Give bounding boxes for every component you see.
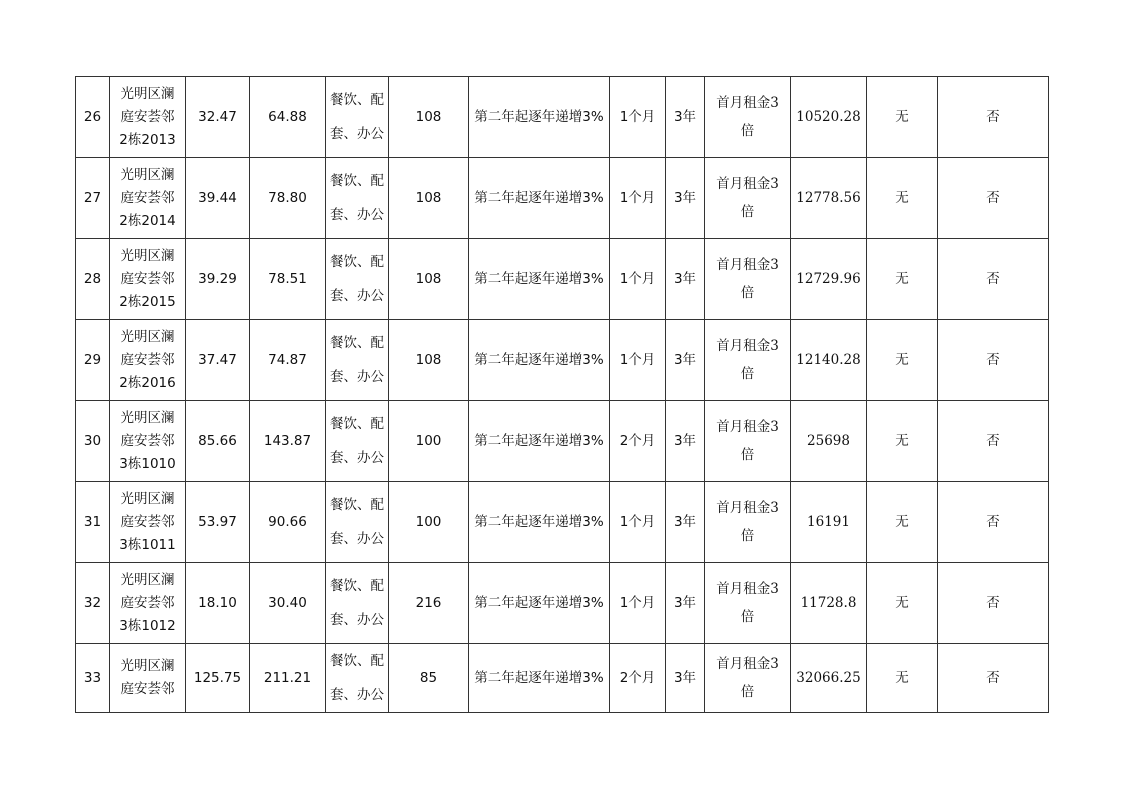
property-location: [110, 158, 186, 239]
option-cell: 否: [938, 563, 1049, 644]
location-line: 3栋1010: [119, 455, 176, 472]
deposit-line: 首月租金3: [716, 656, 779, 672]
property-location: [110, 563, 186, 644]
option-cell: 无: [867, 644, 938, 713]
deposit-line: 首月租金3: [716, 419, 779, 435]
usage-line: 套、办公: [330, 531, 384, 547]
row-number: 33: [76, 644, 110, 713]
area-cell: 39.29: [186, 239, 250, 320]
table-row: [76, 158, 1049, 239]
area-cell: 39.44: [186, 158, 250, 239]
amount-cell: 16191: [791, 482, 867, 563]
rent-free-cell: 1个月: [610, 158, 666, 239]
area-cell: 125.75: [186, 644, 250, 713]
deposit-line: 首月租金3: [716, 581, 779, 597]
amount-cell: 10520.28: [791, 77, 867, 158]
deposit-line: 首月租金3: [716, 338, 779, 354]
rent-free-cell: 1个月: [610, 77, 666, 158]
deposit-cell: [705, 563, 791, 644]
location-line: 庭安荟邻: [120, 351, 175, 368]
area-cell: 143.87: [250, 401, 326, 482]
deposit-line: 首月租金3: [716, 257, 779, 273]
usage-line: 套、办公: [330, 288, 384, 304]
deposit-line: 倍: [740, 204, 755, 220]
property-location: [110, 401, 186, 482]
lease-term-cell: 3年: [666, 482, 705, 563]
option-cell: 无: [867, 320, 938, 401]
usage-cell: [326, 158, 389, 239]
area-cell: 18.10: [186, 563, 250, 644]
lease-term-cell: 3年: [666, 563, 705, 644]
usage-cell: [326, 644, 389, 713]
property-location: [110, 320, 186, 401]
lease-term-cell: 3年: [666, 320, 705, 401]
table-row: [76, 563, 1049, 644]
increase-rule-cell: 第二年起逐年递增3%: [469, 77, 610, 158]
rent-free-cell: 1个月: [610, 239, 666, 320]
deposit-line: 首月租金3: [716, 176, 779, 192]
location-line: 庭安荟邻: [120, 681, 175, 697]
usage-line: 套、办公: [330, 207, 384, 223]
increase-rule-cell: 第二年起逐年递增3%: [469, 158, 610, 239]
deposit-cell: [705, 158, 791, 239]
location-line: 光明区澜: [120, 658, 175, 674]
unit-price-cell: 100: [389, 401, 469, 482]
unit-price-cell: 100: [389, 482, 469, 563]
usage-cell: [326, 239, 389, 320]
option-cell: 否: [938, 77, 1049, 158]
option-cell: 否: [938, 158, 1049, 239]
increase-rule-cell: 第二年起逐年递增3%: [469, 563, 610, 644]
usage-line: 餐饮、配: [330, 653, 384, 669]
usage-line: 餐饮、配: [330, 416, 384, 432]
deposit-cell: [705, 239, 791, 320]
location-line: 庭安荟邻: [120, 108, 175, 125]
option-cell: 否: [938, 644, 1049, 713]
property-location: [110, 482, 186, 563]
deposit-line: 倍: [740, 123, 755, 139]
option-cell: 否: [938, 401, 1049, 482]
row-number: 31: [76, 482, 110, 563]
usage-cell: [326, 77, 389, 158]
location-line: 光明区澜: [120, 166, 175, 183]
area-cell: 211.21: [250, 644, 326, 713]
option-cell: 否: [938, 320, 1049, 401]
area-cell: 30.40: [250, 563, 326, 644]
usage-cell: [326, 563, 389, 644]
deposit-line: 首月租金3: [716, 95, 779, 111]
option-cell: 否: [938, 239, 1049, 320]
usage-line: 套、办公: [330, 687, 384, 703]
row-number: 30: [76, 401, 110, 482]
location-line: 庭安荟邻: [120, 270, 175, 287]
deposit-cell: [705, 320, 791, 401]
area-cell: 90.66: [250, 482, 326, 563]
location-line: 2栋2016: [119, 374, 176, 391]
usage-line: 套、办公: [330, 612, 384, 628]
usage-cell: [326, 401, 389, 482]
table-row: [76, 644, 1049, 713]
usage-cell: [326, 320, 389, 401]
usage-line: 套、办公: [330, 126, 384, 142]
table-row: [76, 239, 1049, 320]
row-number: 29: [76, 320, 110, 401]
usage-line: 套、办公: [330, 450, 384, 466]
usage-cell: [326, 482, 389, 563]
rent-free-cell: 1个月: [610, 320, 666, 401]
location-line: 光明区澜: [120, 85, 175, 102]
unit-price-cell: 85: [389, 644, 469, 713]
area-cell: 53.97: [186, 482, 250, 563]
rent-free-cell: 1个月: [610, 563, 666, 644]
rent-free-cell: 2个月: [610, 401, 666, 482]
deposit-cell: [705, 644, 791, 713]
area-cell: 64.88: [250, 77, 326, 158]
deposit-line: 倍: [740, 528, 755, 544]
deposit-cell: [705, 482, 791, 563]
deposit-line: 倍: [740, 447, 755, 463]
location-line: 2栋2015: [119, 293, 176, 310]
area-cell: 74.87: [250, 320, 326, 401]
lease-term-cell: 3年: [666, 644, 705, 713]
amount-cell: 11728.8: [791, 563, 867, 644]
usage-line: 餐饮、配: [330, 497, 384, 513]
usage-line: 套、办公: [330, 369, 384, 385]
table-row: [76, 401, 1049, 482]
row-number: 27: [76, 158, 110, 239]
property-location: [110, 644, 186, 713]
location-line: 光明区澜: [120, 409, 175, 426]
amount-cell: 25698: [791, 401, 867, 482]
option-cell: 无: [867, 563, 938, 644]
amount-cell: 12729.96: [791, 239, 867, 320]
increase-rule-cell: 第二年起逐年递增3%: [469, 401, 610, 482]
location-line: 庭安荟邻: [120, 513, 175, 530]
rental-table: [75, 76, 1049, 713]
property-location: [110, 77, 186, 158]
deposit-line: 首月租金3: [716, 500, 779, 516]
table-row: [76, 482, 1049, 563]
deposit-line: 倍: [740, 684, 755, 700]
amount-cell: 12778.56: [791, 158, 867, 239]
option-cell: 无: [867, 239, 938, 320]
row-number: 32: [76, 563, 110, 644]
location-line: 3栋1012: [119, 617, 176, 634]
lease-term-cell: 3年: [666, 239, 705, 320]
amount-cell: 12140.28: [791, 320, 867, 401]
row-number: 28: [76, 239, 110, 320]
usage-line: 餐饮、配: [330, 254, 384, 270]
table-row: [76, 77, 1049, 158]
option-cell: 无: [867, 158, 938, 239]
area-cell: 85.66: [186, 401, 250, 482]
area-cell: 37.47: [186, 320, 250, 401]
usage-line: 餐饮、配: [330, 173, 384, 189]
deposit-line: 倍: [740, 285, 755, 301]
option-cell: 无: [867, 401, 938, 482]
location-line: 2栋2014: [119, 212, 176, 229]
area-cell: 32.47: [186, 77, 250, 158]
deposit-cell: [705, 77, 791, 158]
increase-rule-cell: 第二年起逐年递增3%: [469, 482, 610, 563]
option-cell: 否: [938, 482, 1049, 563]
increase-rule-cell: 第二年起逐年递增3%: [469, 320, 610, 401]
deposit-line: 倍: [740, 366, 755, 382]
rent-free-cell: 1个月: [610, 482, 666, 563]
property-location: [110, 239, 186, 320]
usage-line: 餐饮、配: [330, 92, 384, 108]
option-cell: 无: [867, 482, 938, 563]
table-row: [76, 320, 1049, 401]
location-line: 庭安荟邻: [120, 189, 175, 206]
area-cell: 78.51: [250, 239, 326, 320]
lease-term-cell: 3年: [666, 158, 705, 239]
deposit-line: 倍: [740, 609, 755, 625]
lease-term-cell: 3年: [666, 401, 705, 482]
area-cell: 78.80: [250, 158, 326, 239]
increase-rule-cell: 第二年起逐年递增3%: [469, 644, 610, 713]
location-line: 庭安荟邻: [120, 594, 175, 611]
usage-line: 餐饮、配: [330, 335, 384, 351]
usage-line: 餐饮、配: [330, 578, 384, 594]
location-line: 光明区澜: [120, 571, 175, 588]
location-line: 3栋1011: [119, 536, 176, 553]
location-line: 庭安荟邻: [120, 432, 175, 449]
row-number: 26: [76, 77, 110, 158]
unit-price-cell: 108: [389, 320, 469, 401]
unit-price-cell: 108: [389, 158, 469, 239]
unit-price-cell: 108: [389, 77, 469, 158]
option-cell: 无: [867, 77, 938, 158]
increase-rule-cell: 第二年起逐年递增3%: [469, 239, 610, 320]
deposit-cell: [705, 401, 791, 482]
amount-cell: 32066.25: [791, 644, 867, 713]
location-line: 光明区澜: [120, 328, 175, 345]
unit-price-cell: 108: [389, 239, 469, 320]
rent-free-cell: 2个月: [610, 644, 666, 713]
location-line: 光明区澜: [120, 247, 175, 264]
lease-term-cell: 3年: [666, 77, 705, 158]
location-line: 2栋2013: [119, 131, 176, 148]
unit-price-cell: 216: [389, 563, 469, 644]
location-line: 光明区澜: [120, 490, 175, 507]
